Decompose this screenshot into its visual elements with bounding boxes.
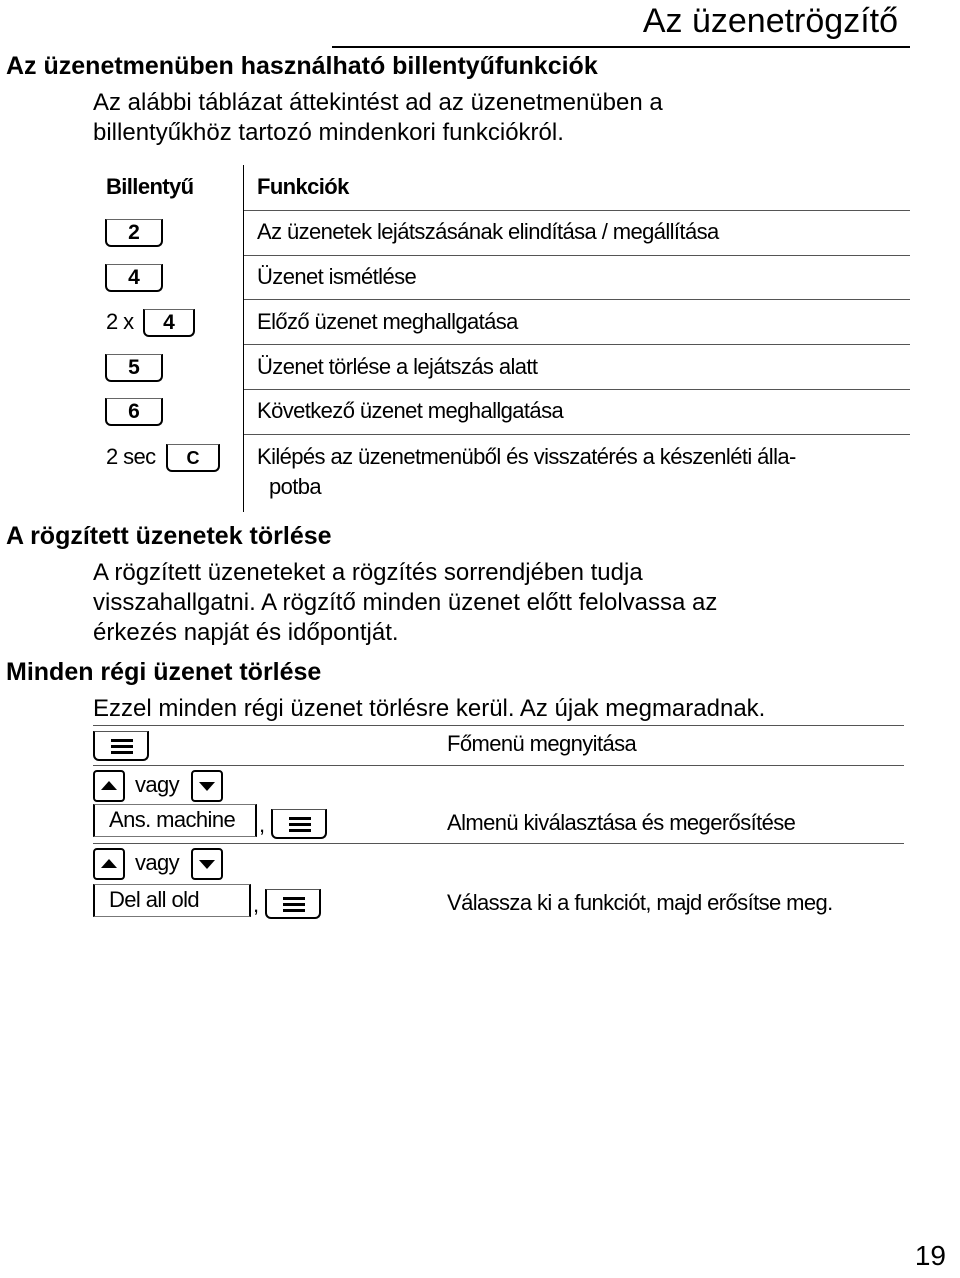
table-row-divider: [244, 434, 910, 435]
key-4: 4: [105, 264, 163, 292]
nav-down-icon: [191, 770, 223, 802]
key-6: 6: [105, 398, 163, 426]
section3-heading: Minden régi üzenet törlése: [6, 658, 322, 686]
section1-intro-line2: billentyűkhöz tartozó mindenkori funkciókról.: [93, 119, 564, 146]
header-rule: [332, 46, 910, 48]
table-column-divider: [243, 165, 244, 512]
section2-line3: érkezés napját és időpontját.: [93, 619, 399, 646]
page-header-title: Az üzenetrögzítő: [642, 2, 898, 40]
steps-rule: [93, 725, 904, 726]
table-row-divider: [244, 344, 910, 345]
table-header-key: Billentyű: [106, 174, 194, 199]
menu-icon: [265, 889, 321, 919]
table-cell-function: Üzenet ismétlése: [257, 264, 417, 289]
comma: ,: [259, 812, 265, 837]
nav-down-icon: [191, 848, 223, 880]
table-cell-function: Az üzenetek lejátszásának elindítása / megállítása: [257, 219, 719, 244]
table-cell-function: Következő üzenet meghallgatása: [257, 398, 564, 423]
table-cell-function: Kilépés az üzenetmenüből és visszatérés a készenléti álla-: [257, 444, 796, 469]
section1-intro-line1: Az alábbi táblázat áttekintést ad az üzenetmenüben a: [93, 89, 663, 116]
steps-rule: [93, 765, 904, 766]
menu-icon: [271, 809, 327, 839]
step-description: Főmenü megnyitása: [447, 731, 637, 756]
steps-rule: [93, 843, 904, 844]
section3-intro: Ezzel minden régi üzenet törlésre kerül. Az újak megmaradnak.: [93, 695, 766, 722]
key-prefix: 2 sec: [106, 444, 156, 469]
comma: ,: [253, 892, 259, 917]
key-5: 5: [105, 354, 163, 382]
softkey-ans-machine: Ans. machine: [93, 804, 257, 837]
step-description: Almenü kiválasztása és megerősítése: [447, 810, 796, 835]
or-word: vagy: [135, 850, 180, 875]
key-2: 2: [105, 219, 163, 247]
section2-line1: A rögzített üzeneteket a rögzítés sorrendjében tudja: [93, 559, 643, 586]
nav-up-icon: [93, 770, 125, 802]
key-prefix: 2 x: [106, 309, 134, 334]
section2-line2: visszahallgatni. A rögzítő minden üzenet előtt felolvassa az: [93, 589, 718, 616]
step-description: Válassza ki a funkciót, majd erősítse meg.: [447, 890, 833, 915]
table-row-divider: [244, 255, 910, 256]
key-c: C: [166, 444, 220, 472]
table-row-divider: [244, 389, 910, 390]
table-header-function: Funkciók: [257, 174, 349, 199]
section1-heading: Az üzenetmenüben használható billentyűfunkciók: [6, 52, 598, 80]
nav-up-icon: [93, 848, 125, 880]
table-cell-function: Üzenet törlése a lejátszás alatt: [257, 354, 538, 379]
softkey-del-all-old: Del all old: [93, 884, 251, 917]
table-cell-function: Előző üzenet meghallgatása: [257, 309, 518, 334]
table-row-divider: [244, 299, 910, 300]
menu-icon: [93, 731, 149, 761]
page-number: 19: [914, 1240, 946, 1271]
or-word: vagy: [135, 772, 180, 797]
table-row-divider: [244, 210, 910, 211]
table-cell-function-cont: potba: [269, 474, 322, 499]
key-4: 4: [143, 309, 195, 337]
section2-heading: A rögzített üzenetek törlése: [6, 522, 332, 550]
